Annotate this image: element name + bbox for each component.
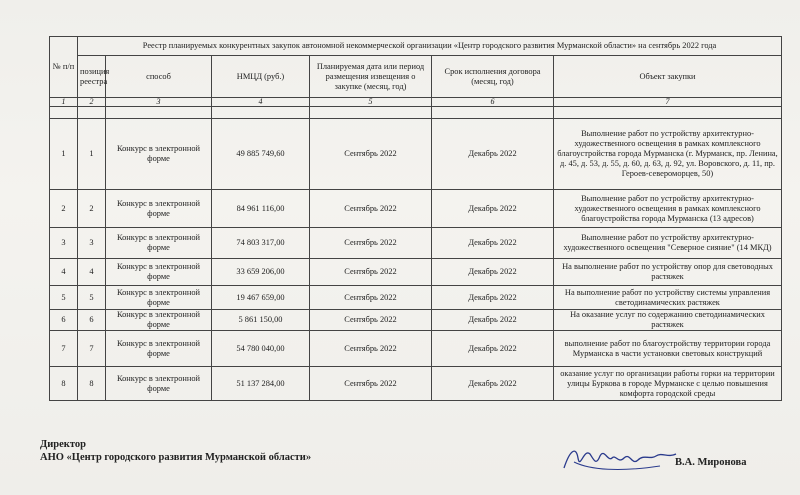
row-object: На выполнение работ по устройству системы управления светодинамических растяжек bbox=[554, 286, 782, 310]
row-deadline: Декабрь 2022 bbox=[432, 119, 554, 190]
column-number: 1 bbox=[50, 98, 78, 107]
row-number: 3 bbox=[50, 228, 78, 259]
row-number: 7 bbox=[50, 331, 78, 367]
row-deadline: Декабрь 2022 bbox=[432, 331, 554, 367]
row-position: 7 bbox=[78, 331, 106, 367]
row-number: 2 bbox=[50, 190, 78, 228]
row-price: 33 659 206,00 bbox=[212, 259, 310, 286]
header-object: Объект закупки bbox=[554, 56, 782, 98]
row-deadline: Декабрь 2022 bbox=[432, 259, 554, 286]
row-position: 5 bbox=[78, 286, 106, 310]
header-planned-date: Планируемая дата или период размещения извещения о закупке (месяц, год) bbox=[310, 56, 432, 98]
row-object: На выполнение работ по устройству опор для световодных растяжек bbox=[554, 259, 782, 286]
table-row bbox=[50, 367, 782, 401]
row-number: 4 bbox=[50, 259, 78, 286]
row-object: Выполнение работ по устройству архитектурно-художественного освещения в рамках комплексного благоустройства города Мурманска (13 адресов) bbox=[554, 190, 782, 228]
row-position: 8 bbox=[78, 367, 106, 401]
table-title: Реестр планируемых конкурентных закупок автономной некоммерческой организации «Центр городского развития Мурманской области» на сентябрь 2022 года bbox=[78, 37, 782, 56]
row-object: выполнение работ по благоустройству территории города Мурманска в части установки световых конструкций bbox=[554, 331, 782, 367]
signer-name: В.А. Миронова bbox=[675, 457, 747, 468]
table-row bbox=[50, 310, 782, 331]
row-price: 19 467 659,00 bbox=[212, 286, 310, 310]
row-position: 6 bbox=[78, 310, 106, 331]
handwritten-signature bbox=[560, 440, 680, 476]
row-price: 74 803 317,00 bbox=[212, 228, 310, 259]
row-planned-date: Сентябрь 2022 bbox=[310, 190, 432, 228]
row-position: 3 bbox=[78, 228, 106, 259]
row-planned-date: Сентябрь 2022 bbox=[310, 259, 432, 286]
column-number: 6 bbox=[432, 98, 554, 107]
table-row bbox=[50, 190, 782, 228]
row-deadline: Декабрь 2022 bbox=[432, 190, 554, 228]
row-deadline: Декабрь 2022 bbox=[432, 367, 554, 401]
row-method: Конкурс в электронной форме bbox=[106, 228, 212, 259]
header-price: НМЦД (руб.) bbox=[212, 56, 310, 98]
row-method: Конкурс в электронной форме bbox=[106, 190, 212, 228]
row-planned-date: Сентябрь 2022 bbox=[310, 228, 432, 259]
row-price: 5 861 150,00 bbox=[212, 310, 310, 331]
organization-name: АНО «Центр городского развития Мурманской области» bbox=[40, 452, 312, 463]
row-planned-date: Сентябрь 2022 bbox=[310, 310, 432, 331]
row-object: Выполнение работ по устройству архитектурно-художественного освещения в рамках комплексного благоустройства города Мурманска (г. Мурманск, пр. Ленина, д. 45, д. 53, д. 55, д. 60, д. 63, д. 92, ул. Воровского, д. 11, пр. Героев-североморцев, 50) bbox=[554, 119, 782, 190]
registry-table bbox=[49, 36, 782, 401]
table-row bbox=[50, 331, 782, 367]
row-method: Конкурс в электронной форме bbox=[106, 367, 212, 401]
header-number: № п/п bbox=[50, 37, 78, 98]
footer-signature-block bbox=[40, 438, 311, 464]
row-planned-date: Сентябрь 2022 bbox=[310, 331, 432, 367]
table-row bbox=[50, 228, 782, 259]
table-row bbox=[50, 286, 782, 310]
row-object: На оказание услуг по содержанию светодинамических растяжек bbox=[554, 310, 782, 331]
header-position: позиция реестра bbox=[78, 56, 106, 98]
row-price: 49 885 749,60 bbox=[212, 119, 310, 190]
header-deadline: Срок исполнения договора (месяц, год) bbox=[432, 56, 554, 98]
director-title: Директор bbox=[40, 439, 86, 450]
row-number: 8 bbox=[50, 367, 78, 401]
row-price: 84 961 116,00 bbox=[212, 190, 310, 228]
row-method: Конкурс в электронной форме bbox=[106, 331, 212, 367]
header-method: способ bbox=[106, 56, 212, 98]
row-number: 6 bbox=[50, 310, 78, 331]
row-planned-date: Сентябрь 2022 bbox=[310, 367, 432, 401]
row-number: 1 bbox=[50, 119, 78, 190]
row-position: 2 bbox=[78, 190, 106, 228]
table-row bbox=[50, 259, 782, 286]
row-number: 5 bbox=[50, 286, 78, 310]
row-price: 51 137 284,00 bbox=[212, 367, 310, 401]
table-row bbox=[50, 119, 782, 190]
column-number: 2 bbox=[78, 98, 106, 107]
row-method: Конкурс в электронной форме bbox=[106, 310, 212, 331]
row-deadline: Декабрь 2022 bbox=[432, 228, 554, 259]
row-deadline: Декабрь 2022 bbox=[432, 310, 554, 331]
row-position: 4 bbox=[78, 259, 106, 286]
row-position: 1 bbox=[78, 119, 106, 190]
row-object: Выполнение работ по устройству архитектурно-художественного освещения "Северное сияние" (14 МКД) bbox=[554, 228, 782, 259]
row-method: Конкурс в электронной форме bbox=[106, 286, 212, 310]
column-number: 4 bbox=[212, 98, 310, 107]
row-object: оказание услуг по организации работы горки на территории улицы Буркова в городе Мурманске с целью повышения комфорта городской среды bbox=[554, 367, 782, 401]
column-number: 5 bbox=[310, 98, 432, 107]
row-method: Конкурс в электронной форме bbox=[106, 119, 212, 190]
row-method: Конкурс в электронной форме bbox=[106, 259, 212, 286]
row-planned-date: Сентябрь 2022 bbox=[310, 119, 432, 190]
column-number: 3 bbox=[106, 98, 212, 107]
blank-row bbox=[50, 107, 782, 119]
column-number: 7 bbox=[554, 98, 782, 107]
row-price: 54 780 040,00 bbox=[212, 331, 310, 367]
row-deadline: Декабрь 2022 bbox=[432, 286, 554, 310]
row-planned-date: Сентябрь 2022 bbox=[310, 286, 432, 310]
